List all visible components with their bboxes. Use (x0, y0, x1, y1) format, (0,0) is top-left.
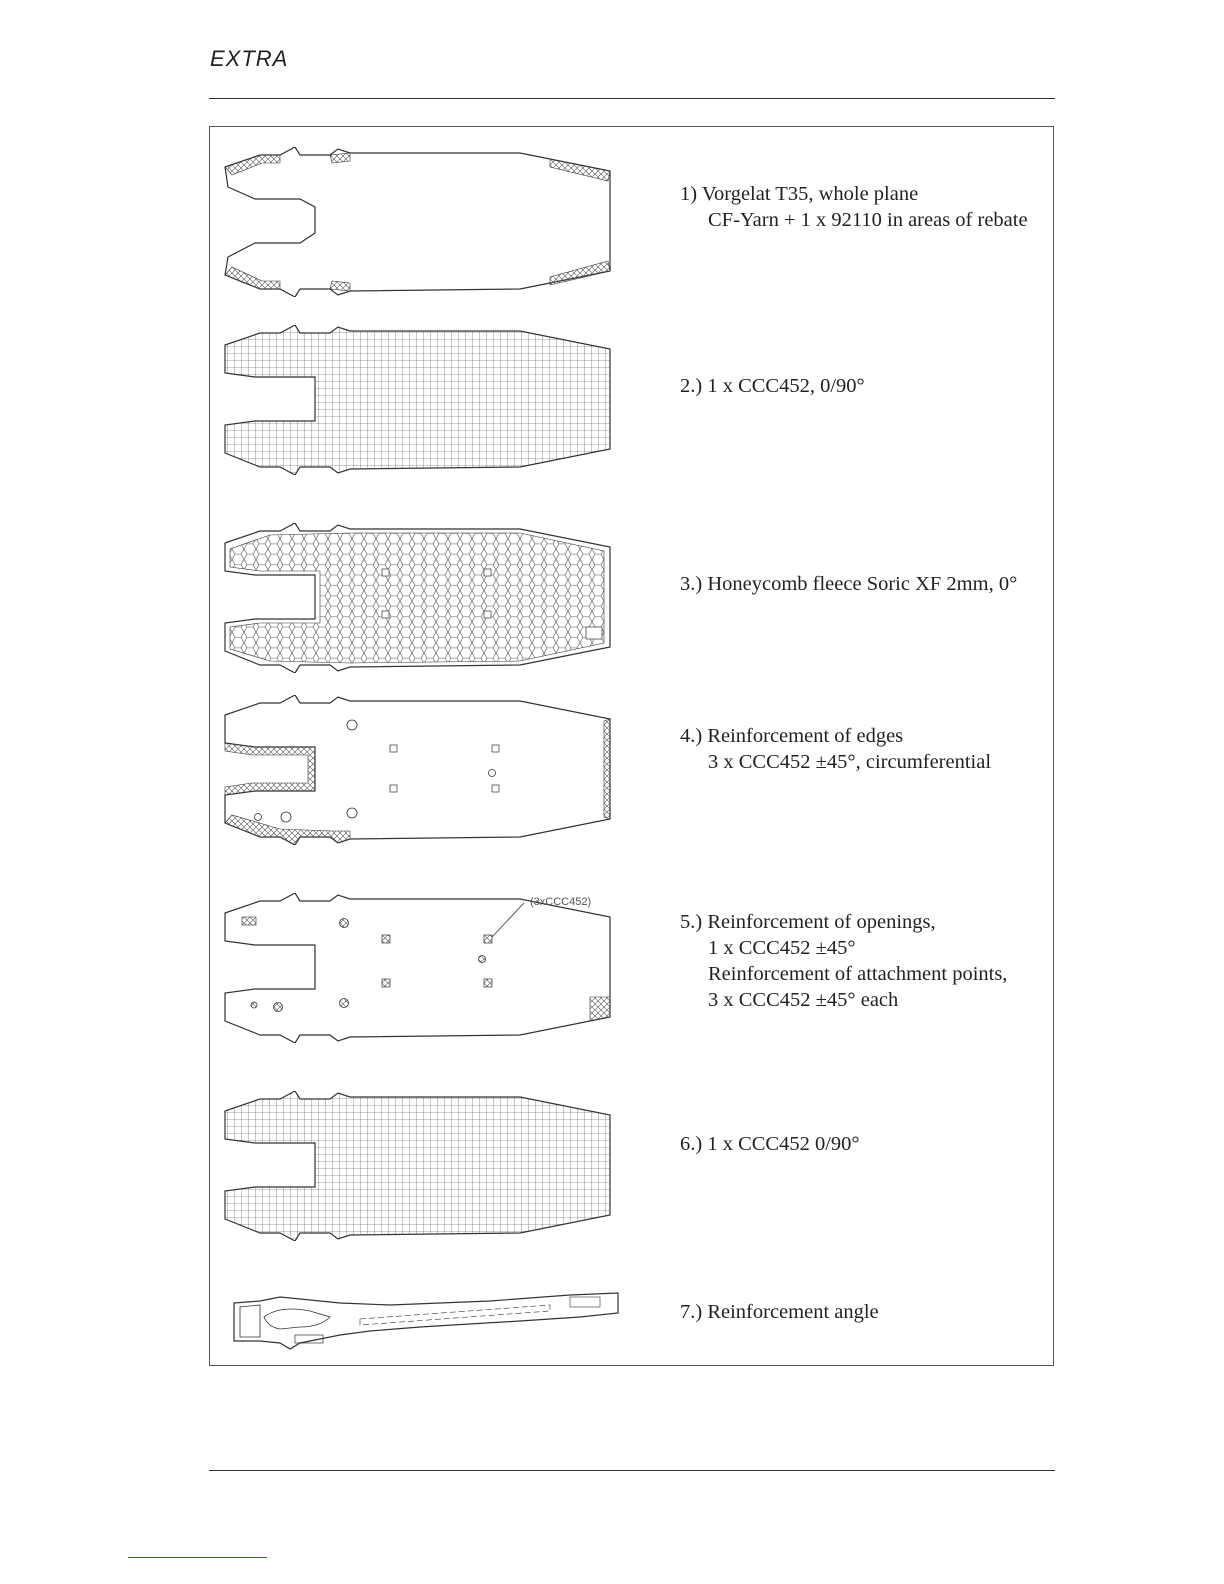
step-7-drawing (220, 1287, 620, 1357)
header-rule (209, 98, 1055, 99)
step-7-text: 7.) Reinforcement angle (680, 1301, 879, 1323)
step-2-drawing (220, 325, 620, 475)
step-5-drawing (220, 893, 620, 1043)
extra-logo: EXTRA (210, 46, 289, 71)
step-3-text: 3.) Honeycomb fleece Soric XF 2mm, 0° (680, 573, 1018, 595)
step-3-drawing (220, 523, 620, 673)
layup-figure-frame (209, 126, 1054, 1366)
callout-label: (3xCCC452) (530, 896, 592, 908)
step-2-text: 2.) 1 x CCC452, 0/90° (680, 375, 865, 397)
step-4-text: 4.) Reinforcement of edges 3 x CCC452 ±45°, circumferential (680, 725, 992, 773)
footer-rule (209, 1470, 1055, 1471)
step-5-text: 5.) Reinforcement of openings, 1 x CCC452 ±45° Reinforcement of attachment points, 3 x CCC452 ±45° each (680, 911, 1008, 1011)
step-6-text: 6.) 1 x CCC452 0/90° (680, 1133, 860, 1155)
step-6-drawing (220, 1091, 620, 1241)
step-4-drawing (220, 695, 620, 845)
step-1-drawing (220, 147, 620, 297)
step-1-text: 1) Vorgelat T35, whole plane CF-Yarn + 1 x 92110 in areas of rebate (680, 183, 1028, 231)
footer-link-underline[interactable] (128, 1557, 267, 1558)
